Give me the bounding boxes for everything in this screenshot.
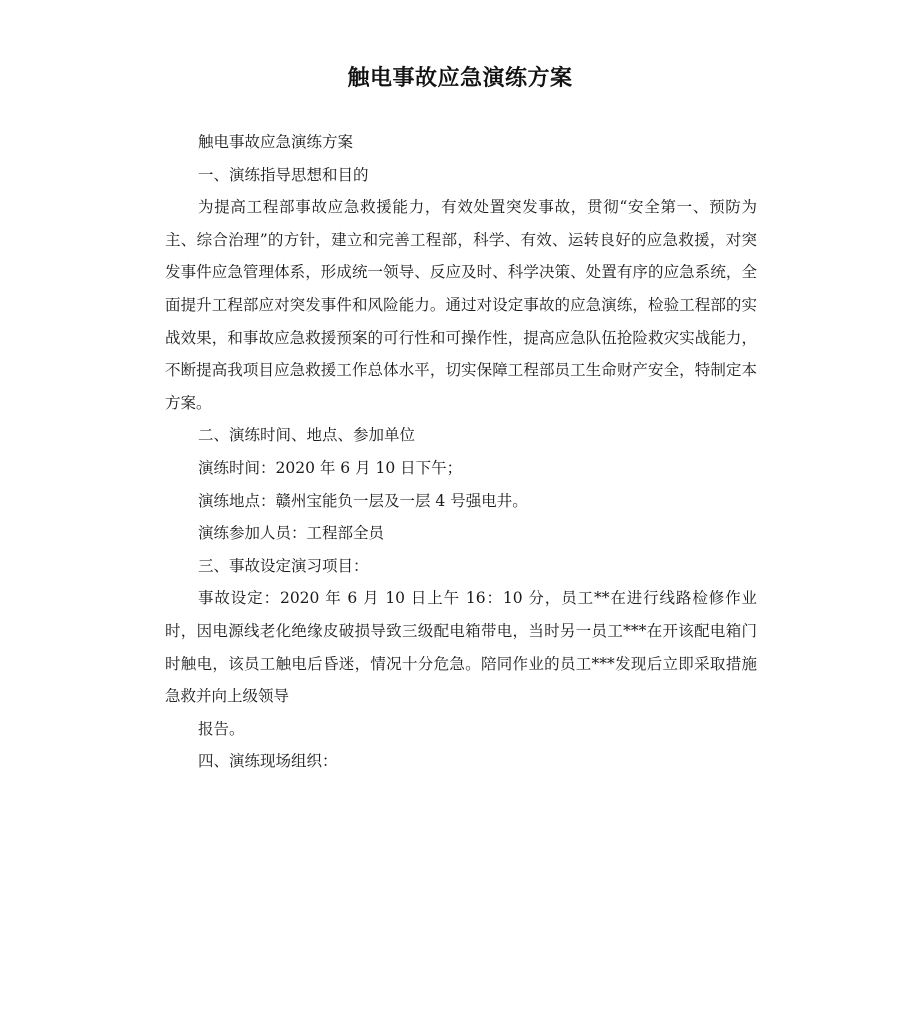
section-heading-2: 二、演练时间、地点、参加单位 [198, 426, 416, 445]
page-title: 触电事故应急演练方案 [347, 66, 573, 91]
drill-location: 演练地点：赣州宝能负一层及一层 4 号强电井。 [198, 491, 528, 510]
section-heading-1: 一、演练指导思想和目的 [198, 165, 369, 184]
drill-time: 演练时间：2020 年 6 月 10 日下午； [198, 458, 463, 477]
drill-participants: 演练参加人员：工程部全员 [198, 524, 385, 543]
section-heading-3: 三、事故设定演习项目： [198, 556, 369, 575]
section-paragraph-1: 为提高工程部事故应急救援能力，有效处置突发事故，贯彻“安全第一、预防为主、综合治理”的方针，建立和完善工程部，科学、有效、运转良好的应急救援，对突发事件应急管理体系，形成统一领导、反应及时、科学决策、处置有序的应急系统，全面提升工程部应对突发事件和风险能力。通过对设定事故的应急演练，检验工程部的实战效果，和事故应急救援预案的可行性和可操作性，提高应急队伍抢险救灾实战能力，不断提高我项目应急救援工作总体水平，切实保障工程部员工生命财产安全，特制定本方案。 [165, 198, 757, 412]
section-paragraph-3-continuation: 报告。 [198, 719, 245, 738]
document-subtitle: 触电事故应急演练方案 [198, 133, 354, 151]
section-heading-4: 四、演练现场组织： [198, 752, 338, 771]
document-body [165, 126, 757, 778]
section-paragraph-3: 事故设定：2020 年 6 月 10 日上午 16：10 分，员工**在进行线路检修作业时，因电源线老化绝缘皮破损导致三级配电箱带电，当时另一员工***在开该配电箱门时触电，该员工触电后昏迷，情况十分危急。陪同作业的员工***发现后立即采取措施急救并向上级领导 [165, 589, 757, 706]
